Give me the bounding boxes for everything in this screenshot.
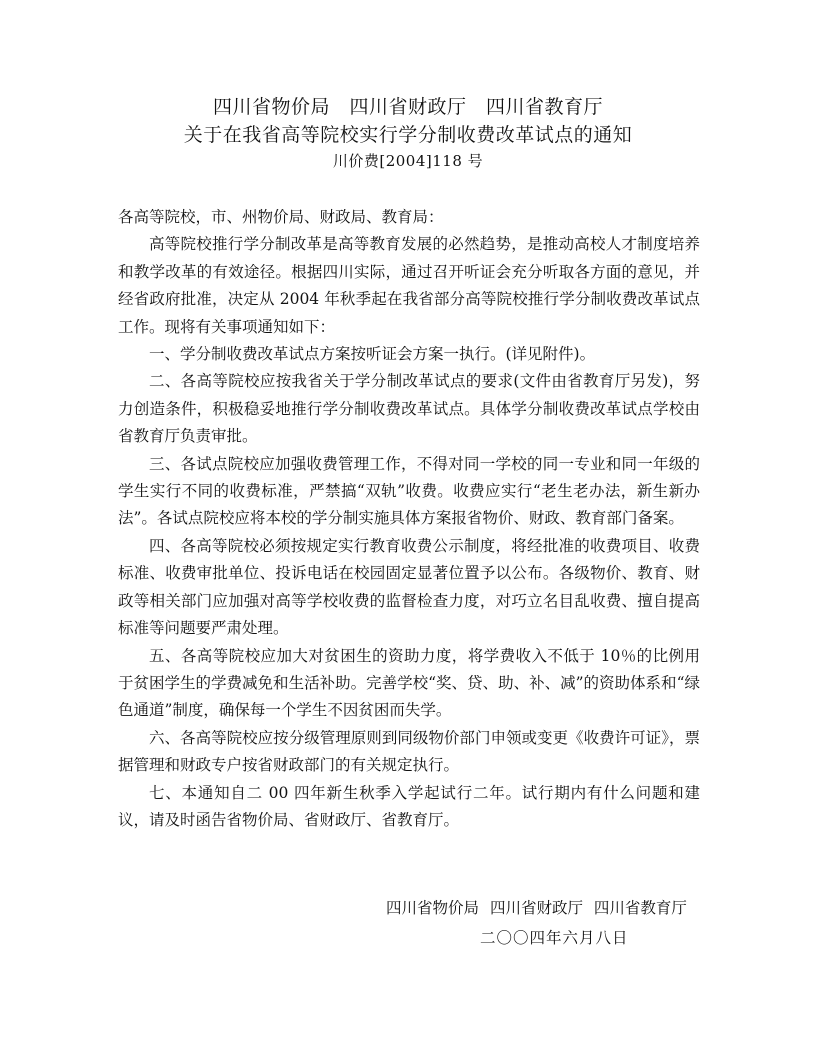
signature-issuer: 四川省财政厅 xyxy=(489,899,583,917)
document-title: 关于在我省高等院校实行学分制收费改革试点的通知 xyxy=(183,124,633,146)
document-number: 川价费[2004]118 号 xyxy=(332,152,484,170)
signature-issuers xyxy=(386,896,716,918)
paragraph-item-5: 五、各高等院校应加大对贫困生的资助力度，将学费收入不低于 10％的比例用于贫困学生的学费减免和生活补助。完善学校“奖、贷、助、补、减”的资助体系和“绿色通道”制度，确保每一个学生不因贫困而失学。 xyxy=(118,646,700,720)
signature-issuer: 四川省教育厅 xyxy=(593,899,687,917)
issuing-agencies: 四川省物价局 四川省财政厅 四川省教育厅 xyxy=(212,96,603,118)
document-body xyxy=(118,204,700,834)
paragraph-item-6: 六、各高等院校应按分级管理原则到同级物价部门申领或变更《收费许可证》，票据管理和财政专户按省财政部门的有关规定执行。 xyxy=(118,728,700,775)
addressee: 各高等院校，市、州物价局、财政局、教育局： xyxy=(118,208,444,226)
signature-issuer: 四川省物价局 xyxy=(386,899,480,917)
paragraph-intro: 高等院校推行学分制改革是高等教育发展的必然趋势，是推动高校人才制度培养和教学改革的有效途径。根据四川实际，通过召开听证会充分听取各方面的意见，并经省政府批准，决定从 2004 年秋季起在我省部分高等院校推行学分制收费改革试点工作。现将有关事项通知如下： xyxy=(118,235,700,336)
signature-date: 二〇〇四年六月八日 xyxy=(480,929,629,947)
paragraph-item-3: 三、各试点院校应加强收费管理工作，不得对同一学校的同一专业和同一年级的学生实行不同的收费标准，严禁搞“双轨”收费。收费应实行“老生老办法，新生新办法”。各试点院校应将本校的学分制实施具体方案报省物价、财政、教育部门备案。 xyxy=(118,454,700,528)
paragraph-item-7: 七、本通知自二 00 四年新生秋季入学起试行二年。试行期内有什么问题和建议，请及时函告省物价局、省财政厅、省教育厅。 xyxy=(118,783,700,829)
paragraph-item-2: 二、各高等院校应按我省关于学分制改革试点的要求(文件由省教育厅另发)，努力创造条件，积极稳妥地推行学分制收费改革试点。具体学分制收费改革试点学校由省教育厅负责审批。 xyxy=(118,372,700,446)
paragraph-item-4: 四、各高等院校必须按规定实行教育收费公示制度，将经批准的收费项目、收费标准、收费审批单位、投诉电话在校园固定显著位置予以公布。各级物价、教育、财政等相关部门应加强对高等学校收费的监督检查力度，对巧立名目乱收费、擅自提高标准等问题要严肃处理。 xyxy=(118,536,700,638)
paragraph-item-1: 一、学分制收费改革试点方案按听证会方案一执行。(详见附件)。 xyxy=(149,345,596,364)
